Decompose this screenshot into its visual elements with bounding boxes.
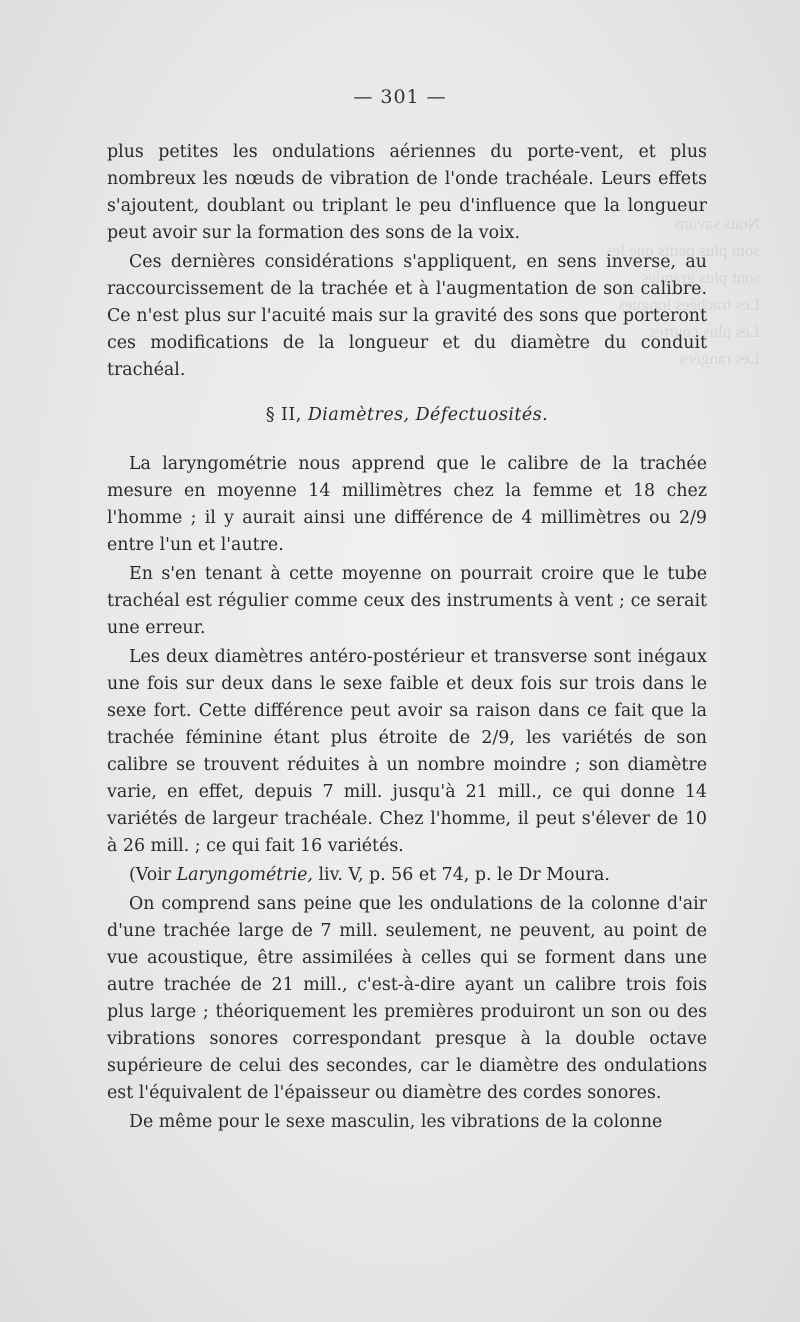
paragraph: En s'en tenant à cette moyenne on pourrait croire que le tube trachéal est régulier comme ceux des instruments à vent ; ce serait une erreur. (107, 564, 707, 638)
citation (107, 862, 707, 889)
section-prefix: § II, (265, 405, 302, 425)
bleed-through-text: Nous savons sont plus petits que les sont plus grandes Les trachées longues Les plus courtes Les rangées (606, 214, 760, 368)
page-number: — 301 — (353, 86, 447, 108)
citation-work: Laryngométrie, (176, 865, 313, 885)
paragraph: La laryngométrie nous apprend que le calibre de la trachée mesure en moyenne 14 millimètres chez la femme et 18 chez l'homme ; il y aurait ainsi une différence de 4 millimètres ou 2/9 entre l'un et l'autre. (107, 454, 707, 555)
paragraph: Ces dernières considérations s'appliquent, en sens inverse, au raccourcissement de la trachée et à l'augmentation de son calibre. Ce n'est plus sur l'acuité mais sur la gravité des sons que porteront ces modifications de la longueur et du diamètre du conduit trachéal. (107, 252, 707, 380)
citation-open: (Voir (129, 865, 172, 885)
section-title: Diamètres, Défectuosités. (307, 405, 549, 425)
citation-rest: liv. V, p. 56 et 74, p. le Dr Moura. (318, 865, 610, 885)
paragraph: On comprend sans peine que les ondulations de la colonne d'air d'une trachée large de 7 mill. seulement, ne peuvent, au point de vue acoustique, être assimilées à celles qui se forment dans une autre trachée de 21 mill., c'est-à-dire ayant un calibre trois fois plus large ; théoriquement les premières produiront un son ou des vibrations sonores correspondant presque à la double octave supérieure de celui des secondes, car le diamètre des ondulations est l'équivalent de l'épaisseur ou diamètre des cordes sonores. (107, 894, 707, 1103)
body-text (107, 139, 707, 1136)
paragraph: plus petites les ondulations aériennes du porte-vent, et plus nombreux les nœuds de vibration de l'onde trachéale. Leurs effets s'ajoutent, doublant ou triplant le peu d'influence que la longueur peut avoir sur la formation des sons de la voix. (107, 142, 707, 243)
section-heading (107, 402, 707, 429)
paragraph: De même pour le sexe masculin, les vibrations de la colonne (129, 1112, 663, 1132)
paragraph: Les deux diamètres antéro-postérieur et transverse sont inégaux une fois sur deux dans le sexe faible et deux fois sur trois dans le sexe fort. Cette différence peut avoir sa raison dans ce fait que la trachée féminine étant plus étroite de 2/9, les variétés de son calibre se trouvent réduites à un nombre moindre ; son diamètre varie, en effet, depuis 7 mill. jusqu'à 21 mill., ce qui donne 14 variétés de largeur trachéale. Chez l'homme, il peut s'élever de 10 à 26 mill. ; ce qui fait 16 variétés. (107, 647, 707, 856)
